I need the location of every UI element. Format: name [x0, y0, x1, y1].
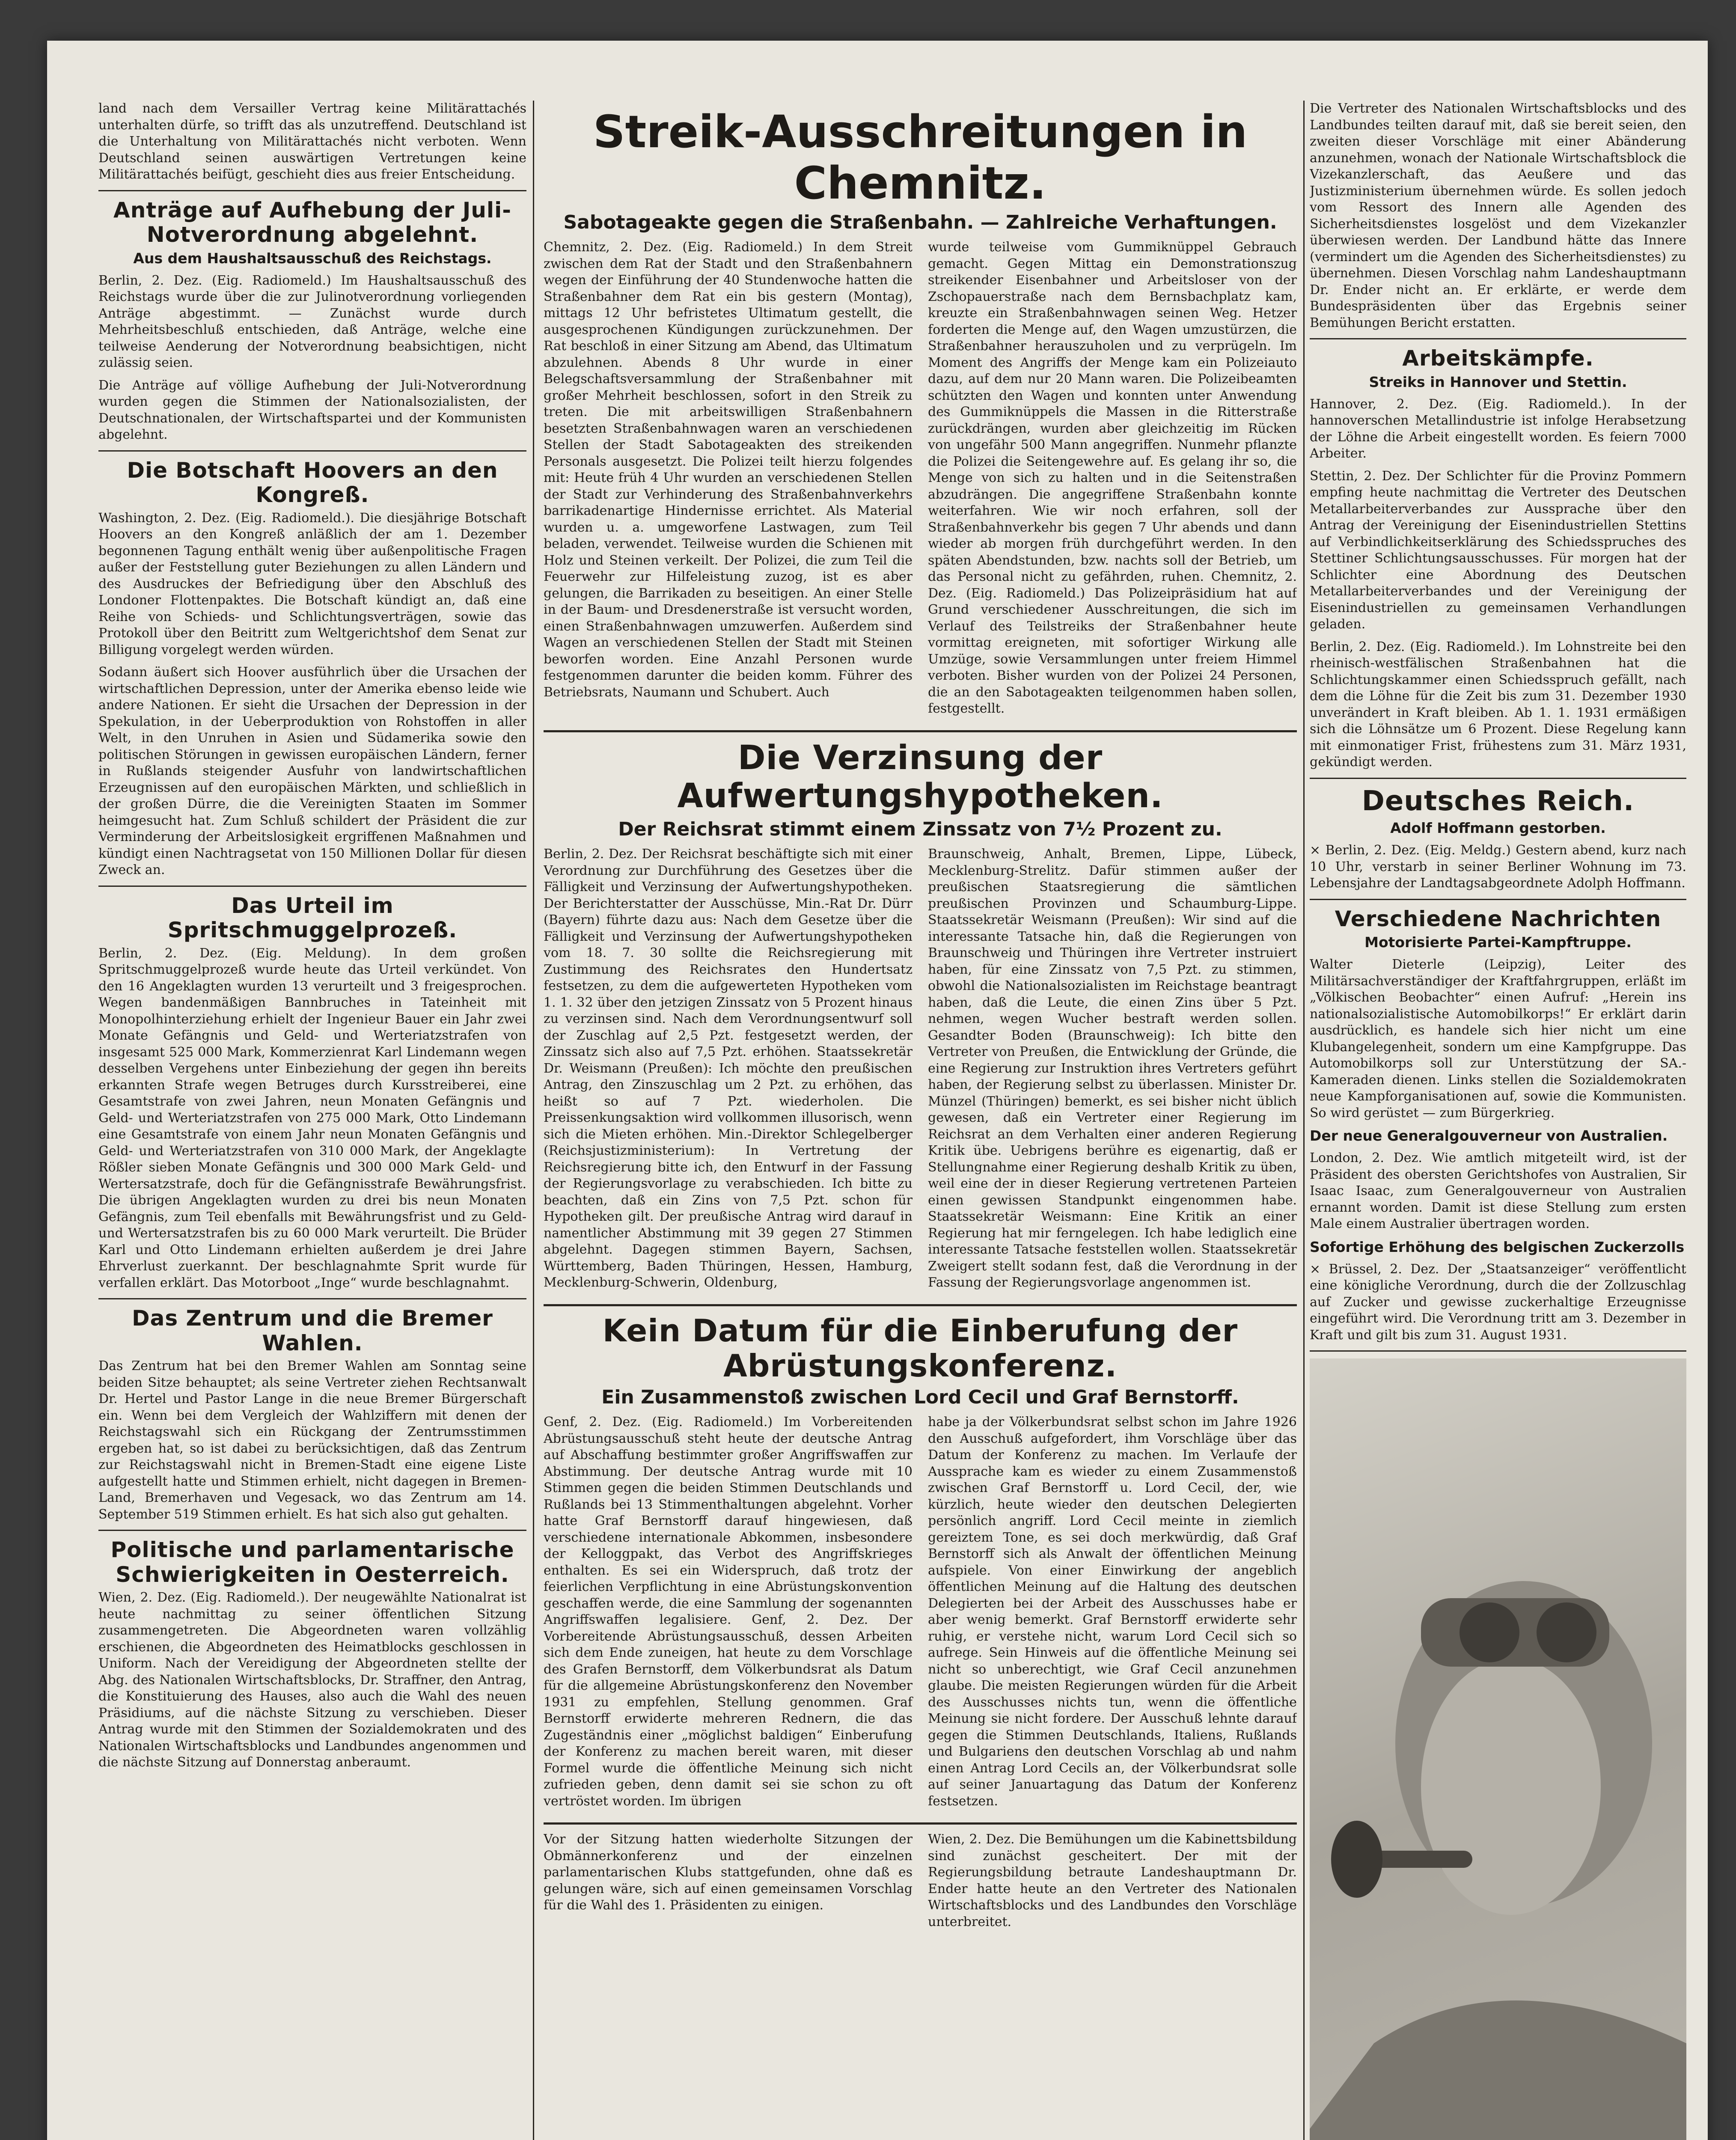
- article-column: Genf, 2. Dez. (Eig. Radiomeld.) Im Vorbereitenden Abrüstungsausschuß steht heute der deutsche Antrag auf Abschaffung bestimmter großer Angriffswaffen zur Abstimmung. Der deutsche Antrag wurde mit 10 Stimmen gegen die beiden Stimmen Deutschlands und Rußlands bei 13 Stimmenthaltungen abgelehnt. Vorher hatte Graf Bernstorff darauf hingewiesen, daß verschiedene internationale Abkommen, insbesondere der Kelloggpakt, das Verbot des Angriffskrieges enthalten. Es sei ein Widerspruch, daß trotz der feierlichen Verpflichtung in eine Abrüstungskonvention geschaffen werde, die eine Sammlung der sogenannten Angriffswaffen legalisiere. Genf, 2. Dez. Der Vorbereitende Abrüstungsausschuß, dessen Arbeiten sich dem Ende zuneigen, hat heute zu dem Vorschlage des Grafen Bernstorff, dem Völkerbundsrat als Datum für die allgemeine Abrüstungskonferenz den November 1931 zu empfehlen, Stellung genommen. Graf Bernstorff erwiderte mehreren Rednern, die das Zugeständnis einer „möglichst baldigen“ Einberufung der Konferenz zu machen bereit waren, mit dieser Formel wurde die öffentliche Meinung sich nicht zufrieden geben, denn damit sei sie schon zu oft vertröstet worden. Im übrigen: [544, 1415, 913, 1809]
- headline-deutsches-reich: Deutsches Reich.: [1361, 785, 1635, 817]
- article-paragraph: Stettin, 2. Dez. Der Schlichter für die Provinz Pommern empfing heute nachmittag die Vertreter des Deutschen Metallarbeiterverbandes zur Aussprache über den Antrag der Vereinigung der Eisenindustriellen Stettins auf Verbindlichkeitserklärung des Schiedsspruches des Stettiner Schlichtungsausschusses. Für morgen hat der Schlichter eine Abordnung des Deutschen Metallarbeiterverbandes und der Vereinigung der Eisenindustriellen zu gemeinsamen Verhandlungen geladen.: [1310, 468, 1686, 632]
- article-abruestung: [544, 1414, 1297, 1816]
- divider: [1310, 1350, 1686, 1352]
- newspaper-page: [47, 41, 1708, 2140]
- article-bottom: [544, 1831, 1297, 1936]
- left-column: [98, 101, 526, 2140]
- article-paragraph: Walter Dieterle (Leipzig), Leiter des Militärsachverständiger der Kraftfahrgruppen, erläßt im „Völkischen Beobachter“ einen Aufruf: „Herein ins nationalsozialistische Automobilkorps!“ Er erklärt darin ausdrücklich, es handele sich hier nicht um eine Klubangelegenheit, sondern um eine Kampfgruppe. Das Automobilkorps soll zur Unterstützung der SA.-Kameraden dienen. Links stellen die Sozialdemokraten neue Kampforganisationen auf, sowie die Kommunisten. So wird gerüstet — zum Bürgerkrieg.: [1310, 957, 1686, 1121]
- article-paragraph: Berlin, 2. Dez. (Eig. Meldung). In dem großen Spritschmuggelprozeß wurde heute das Urteil verkündet. Von den 16 Angeklagten wurden 13 verurteilt und 3 freigesprochen. Wegen bandenmäßigen Bannbruches in Tateinheit mit Monopolhinterziehung erhielt der Ingenieur Bauer ein Jahr zwei Monate Gefängnis und Geld- und Werteriatzstrafen von insgesamt 525 000 Mark, Kommerzienrat Karl Lindemann wegen desselben Vergehens unter Einbeziehung der gegen ihn bereits erkannten Strafe wegen Betruges durch Kursstreiberei, eine Gesamtstrafe von zwei Jahren, neun Monaten Gefängnis und Geld- und Werteriatzstrafen von 275 000 Mark, Otto Lindemann eine Gesamtstrafe von einem Jahr neun Monaten Gefängnis und Geld- und Werteriatzstrafen von 310 000 Mark, der Angeklagte Rößler sieben Monate Gefängnis und 300 000 Mark Geld- und Wertersatzstrafe, doch für die Gefängnisstrafe Bewährungsfrist. Die übrigen Angeklagten wurden zu drei bis neun Monaten Gefängnis, zum Teil ebenfalls mit Bewährungsfrist und zu Geld- und Wertersatzstrafen bis zu 60 000 Mark verurteilt. Die Brüder Karl und Otto Lindemann erhielten außerdem je drei Jahre Ehrverlust zuerkannt. Der beschlagnahmte Sprit wurde für verfallen erklärt. Das Motorboot „Inge“ wurde beschlagnahmt.: [98, 945, 526, 1290]
- headline-juli-notverordnung: Anträge auf Aufhebung der Juli-Notverordnung abgelehnt.: [113, 197, 511, 247]
- divider: [98, 1298, 526, 1299]
- subheadline: Sofortige Erhöhung des belgischen Zuckerzolls: [1310, 1238, 1685, 1255]
- right-column: [1310, 101, 1686, 2140]
- article-paragraph: Wien, 2. Dez. (Eig. Radiomeld.). Der neugewählte Nationalrat ist heute nachmittag zu seiner öffentlichen Sitzung zusammengetreten. Die Abgeordneten waren vollzählig erschienen, die Abgeordneten des Heimatblocks geschlossen in Uniform. Nach der Vereidigung der Abgeordneten stellte der Abg. des Nationalen Wirtschaftsblocks, Dr. Straffner, den Antrag, die Konstituierung des Hauses, also auch die Wahl des neuen Präsidiums, auf die nächste Sitzung zu verschieben. Dieser Antrag wurde mit den Stimmen der Sozialdemokraten und des Nationalen Wirtschaftsblocks und Landbundes angenommen und die nächste Sitzung auf Donnerstag anberaumt.: [98, 1590, 526, 1770]
- article-aufwertung: [544, 846, 1297, 1297]
- divider: [98, 1530, 526, 1531]
- article-column: Vor der Sitzung hatten wiederholte Sitzungen der Obmännerkonferenz und der einzelnen parlamentarischen Klubs stattgefunden, ohne daß es gelungen wäre, sich auf einen gemeinsamen Vorschlag für die Wahl des 1. Präsidenten zu einigen.: [544, 1832, 913, 1913]
- divider: [544, 1822, 1297, 1825]
- subheadline: Aus dem Haushaltsausschuß des Reichstags.: [133, 250, 492, 267]
- article-paragraph: Berlin, 2. Dez. (Eig. Radiomeld.). Im Lohnstreite bei den rheinisch-westfälischen Straßenbahnen hat die Schlichtungskammer einen Schiedsspruch gefällt, nach dem die Löhne für die Zeit bis zum 31. Dezember 1930 unverändert in Kraft bleiben. Ab 1. 1. 1931 ermäßigen sich die Löhnsätze um 6 Prozent. Diese Regelung kann mit einmonatiger Frist, frühestens zum 31. März 1931, gekündigt werden.: [1310, 639, 1686, 770]
- subheadline: Motorisierte Partei-Kampftruppe.: [1364, 934, 1632, 951]
- center-column: [544, 101, 1297, 2140]
- article-paragraph: Die Anträge auf völlige Aufhebung der Juli-Notverordnung wurden gegen die Stimmen der Nationalsozialisten, der Deutschnationalen, der Wirtschaftspartei und der Kommunisten abgelehnt.: [98, 377, 526, 442]
- article-column: Wien, 2. Dez. Die Bemühungen um die Kabinettsbildung sind zunächst gescheitert. Der mit der Regierungsbildung betraute Landeshauptmann Dr. Ender hatte heute an den Vertreter des Nationalen Wirtschaftsblocks und des Landbundes den Vorschläge unterbreitet.: [928, 1832, 1297, 1929]
- article-column: habe ja der Völkerbundsrat selbst schon im Jahre 1926 den Ausschuß aufgefordert, ihm Vorschläge über das Datum der Konferenz zu machen. Im Verlaufe der Aussprache kam es wieder zu einem Zusammenstoß zwischen Graf Bernstorff u. Lord Cecil, der, wie kürzlich, heute wieder den deutschen Delegierten persönlich angriff. Lord Cecil meinte in ziemlich gereiztem Tone, es sei doch merkwürdig, daß Graf Bernstorff sich als Anwalt der öffentlichen Meinung aufspiele. Von einer Einwirkung der angeblich öffentlichen Meinung auf die Haltung des deutschen Delegierten bei der Arbeit des Ausschusses habe er aber wenig bemerkt. Graf Bernstorff erwiderte sehr ruhig, er verstehe nicht, warum Lord Cecil sich so aufrege. Sein Hinweis auf die öffentliche Meinung sei nicht so unberechtigt, wie Graf Cecil anzunehmen glaube. Die meisten Regierungen würden für die Arbeit des Ausschusses nichts tun, wenn die öffentliche Meinung sie nicht fordere. Der Ausschuß lehnte darauf gegen die Stimmen Deutschlands, Italiens, Rußlands und Bulgariens den deutschen Vorschlag ab und nahm einen Antrag Lord Cecils an, der Völkerbundsrat solle auf seiner Januartagung das Datum der Konferenz festsetzen.: [928, 1415, 1297, 1809]
- divider: [1310, 338, 1686, 339]
- headline-abruestung: Kein Datum für die Einberufung der Abrüstungskonferenz.: [602, 1312, 1238, 1384]
- article-paragraph: Hannover, 2. Dez. (Eig. Radiomeld.). In der hannoverschen Metallindustrie ist infolge Herabsetzung der Löhne die Arbeit eingestellt worden. Es feiern 7000 Arbeiter.: [1310, 396, 1686, 461]
- headline-arbeitskaempfe: Arbeitskämpfe.: [1402, 346, 1594, 371]
- intro-paragraph: land nach dem Versailler Vertrag keine Militärattachés unterhalten dürfe, so trifft das als unzutreffend. Deutschland ist die Unterhaltung von Militärattachés nicht verboten. Wenn Deutschland seinen auswärtigen Vertretungen keine Militärattachés beifügt, geschieht dies aus freier Entscheidung.: [98, 101, 526, 182]
- subheadline: Adolf Hoffmann gestorben.: [1390, 820, 1606, 837]
- article-column: wurde teilweise vom Gummiknüppel Gebrauch gemacht. Gegen Mittag ein Demonstrationszug streikender Eisenbahner und Arbeitsloser von der Zschopauerstraße nach dem Bernsbachplatz kam, kreuzte ein Straßenbahnwagen seinen Weg. Hetzer forderten die Menge auf, den Wagen umzustürzen, die Straßenbahner herauszuholen und zu verprügeln. Im Moment des Angriffs der Menge kam ein Polizeiauto dazu, auf dem nur 20 Mann waren. Die Polizeibeamten schützten den Wagen und konnten unter Anwendung des Gummiknüppels die Massen in die Ritterstraße zurückdrängen, wurden aber gleichzeitig im Rücken von ungefähr 500 Mann angegriffen. Nunmehr pflanzte die Polizei die Seitengewehre auf. Es gelang ihr so, die Menge von sich zu halten und in die Seitenstraßen abzudrängen. Die angegriffene Straßenbahn konnte weiterfahren. Wie wir noch erfahren, soll der Straßenbahnverkehr bis gegen 7 Uhr abends und dann wieder ab morgen früh durchgeführt werden. In den späten Abendstunden, bzw. nachts soll der Betrieb, um das Personal nicht zu gefährden, ruhen. Chemnitz, 2. Dez. (Eig. Radiomeld.) Das Polizeipräsidium hat auf Grund verschiedener Ausschreitungen, die sich im Verlauf des Teilstreiks der Straßenbahner heute vormittag ereigneten, mit sofortiger Wirkung alle Umzüge, sowie Versammlungen unter freiem Himmel verboten. Bisher wurden von der Polizei 24 Personen, die an den Sabotageakten teilgenommen haben sollen, festgestellt.: [928, 240, 1297, 716]
- divider: [98, 190, 526, 191]
- headline-zentrum: Das Zentrum und die Bremer Wahlen.: [132, 1306, 493, 1355]
- headline-hoover: Die Botschaft Hoovers an den Kongreß.: [127, 458, 498, 507]
- column-rule: [533, 101, 534, 2140]
- pilot-illustration: [1310, 1358, 1686, 2140]
- article-column: Chemnitz, 2. Dez. (Eig. Radiomeld.) In dem Streit zwischen dem Rat der Stadt und den Straßenbahnern wegen der Einführung der 40 Stundenwoche hatten die Straßenbahner dem Rat ein bis gestern (Montag), mittags 12 Uhr befristetes Ultimatum gestellt, die ausgesprochenen Kündigungen zurückzunehmen. Der Rat beschloß in einer Sitzung am Abend, das Ultimatum abzulehnen. Abends 8 Uhr wurde in einer Belegschaftsversammlung der Straßenbahner mit großer Mehrheit beschlossen, sofort in den Streik zu treten. Die mit arbeitswilligen Straßenbahnern besetzten Straßenbahnwagen waren an verschiedenen Stellen der Stadt Sabotageakten des streikenden Personals ausgesetzt. Die Polizei teilt hierzu folgendes mit: Heute früh 4 Uhr wurden an verschiedenen Stellen der Stadt zur Verhinderung des Straßenbahnverkehrs barrikadenartige Hindernisse errichtet. Als Material wurden u. a. umgeworfene Lastwagen, zum Teil beladen, verwendet. Teilweise wurden die Schienen mit Holz und Steinen verkeilt. Der Polizei, die zum Teil die Feuerwehr zur Hilfeleistung zuzog, ist es aber gelungen, die Barrikaden zu beseitigen. An einer Stelle in der Baum- und Dresdenerstraße ist versucht worden, einen Straßenbahnwagen umzuwerfen. Außerdem sind Wagen an verschiedenen Stellen der Stadt mit Steinen beworfen worden. Eine Anzahl Personen wurde festgenommen darunter die beiden komm. Führer des Betriebsrats, Naumann und Schubert. Auch: [544, 240, 913, 700]
- headline-oesterreich: Politische und parlamentarische Schwierigkeiten in Oesterreich.: [110, 1537, 514, 1587]
- subheadline: Ein Zusammenstoß zwischen Lord Cecil und Graf Bernstorff.: [601, 1386, 1239, 1409]
- divider: [544, 730, 1297, 732]
- article-column: Berlin, 2. Dez. Der Reichsrat beschäftigte sich mit einer Verordnung zur Durchführung des Gesetzes über die Fälligkeit und Verzinsung der Aufwertungshypotheken. Der Berichterstatter der Ausschüsse, Min.-Rat Dr. Dürr (Bayern) führte dazu aus: Nach dem Gesetze über die Fälligkeit und Verzinsung der Aufwertungshypotheken vom 18. 7. 30 sollte die Reichsregierung mit Zustimmung des Reichsrates den Hundertsatz festsetzen, zu dem die aufgewerteten Hypotheken vom 1. 1. 32 über den jetzigen Zinssatz von 5 Prozent hinaus zu verzinsen sind. Nach dem Verordnungsentwurf soll der Zuschlag auf 2,5 Pzt. festgesetzt werden, der Zinssatz sich also auf 7,5 Pzt. erhöhen. Staatssekretär Dr. Weismann (Preußen): Ich möchte den preußischen Antrag, den Zinszuschlag um 2 Pzt. zu erhöhen, das heißt so auf 7 Pzt. wiederholen. Die Preissenkungsaktion wird vollkommen illusorisch, wenn sich die Mieten erhöhen. Min.-Direktor Schlegelberger (Reichsjustizministerium): In Vertretung der Reichsregierung bitte ich, den Entwurf in der Fassung der Regierungsvorlage zu verabschieden. Ich bitte zu beachten, daß ein Zins von 7,5 Pzt. schon für Hypotheken gilt. Der preußische Antrag wird darauf in namentlicher Abstimmung mit 39 gegen 27 Stimmen abgelehnt. Dagegen stimmen Bayern, Sachsen, Württemberg, Baden Thüringen, Hessen, Hamburg, Mecklenburg-Schwerin, Oldenburg,: [544, 847, 913, 1290]
- headline-spritschmuggel: Das Urteil im Spritschmuggelprozeß.: [167, 893, 458, 942]
- article-paragraph: Das Zentrum hat bei den Bremer Wahlen am Sonntag seine beiden Sitze behauptet; als seine Vertreter ziehen Rechtsanwalt Dr. Hertel und Pastor Lange in die neue Bremer Bürgerschaft ein. Wenn bei dem Vergleich der Wahlziffern mit denen der Reichstagswahl sich ein Rückgang der Zentrumsstimmen ergeben hat, so ist dabei zu berücksichtigen, daß das Zentrum zur Reichstagswahl nicht in Bremen-Stadt eine eigene Liste aufgestellt hatte und Stimmen erhielt, nicht dagegen in Bremen-Land, Bremerhaven und Vegesack, wo das Zentrum am 14. September 519 Stimmen erhielt. Es hat sich also gut gehalten.: [98, 1358, 526, 1522]
- article-paragraph: Berlin, 2. Dez. (Eig. Radiomeld.) Im Haushaltsausschuß des Reichstags wurde über die zur Julinotverordnung vorliegenden Anträge abgestimmt. — Zunächst wurde durch Mehrheitsbeschluß entschieden, daß Anträge, welche eine teilweise Aenderung der Notverordnung beabsichtigen, nicht zulässig seien.: [98, 273, 526, 370]
- divider: [1310, 899, 1686, 900]
- subheadline: Streiks in Hannover und Stettin.: [1369, 373, 1627, 390]
- lead-headline: Streik-Ausschreitungen in Chemnitz.: [593, 106, 1248, 209]
- article-paragraph: × Berlin, 2. Dez. (Eig. Meldg.) Gestern abend, kurz nach 10 Uhr, verstarb in seiner Berliner Wohnung im 73. Lebensjahre der Landtagsabgeordnete Adolph Hoffmann.: [1310, 843, 1686, 891]
- headline-nachrichten: Verschiedene Nachrichten: [1335, 906, 1662, 931]
- article-paragraph: London, 2. Dez. Wie amtlich mitgeteilt wird, ist der Präsident des obersten Gerichtshofes von Australien, Sir Isaac Isaac, zum Generalgouverneur von Australien ernannt worden. Damit ist diese Stellung zum ersten Male einem Australier übertragen worden.: [1310, 1150, 1686, 1232]
- headline-aufwertung: Die Verzinsung der Aufwertungshypotheken.: [677, 738, 1163, 816]
- article-paragraph: Sodann äußert sich Hoover ausführlich über die Ursachen der wirtschaftlichen Depression, unter der Amerika ebenso leide wie andere Nationen. Er sieht die Ursachen der Depression in der Spekulation, in der Ueberproduktion von Rohstoffen in aller Welt, in den Unruhen in Asien und Südamerika sowie den politischen Störungen in gewissen europäischen Ländern, ferner in Rußlands steigender Ausfuhr von landwirtschaftlichen Erzeugnissen auf den europäischen Märkten, und schließlich in der großen Dürre, die die Vereinigten Staaten im Sommer heimgesucht hat. Zum Schluß schildert der Präsident die zur Verminderung der Arbeitslosigkeit ergriffenen Maßnahmen und kündigt einen Nachtragsetat von 150 Millionen Dollar für diesen Zweck an.: [98, 665, 526, 877]
- lead-subheadline: Sabotageakte gegen die Straßenbahn. — Zahlreiche Verhaftungen.: [563, 211, 1277, 234]
- divider: [544, 1304, 1297, 1306]
- divider: [98, 450, 526, 452]
- article-paragraph: Washington, 2. Dez. (Eig. Radiomeld.). Die diesjährige Botschaft Hoovers an den Kongreß anläßlich der am 1. Dezember begonnenen Tagung enthält wenig über außenpolitische Fragen außer der Feststellung guter Beziehungen zu allen Ländern und des Ausdruckes der Befriedigung über den Abschluß des Londoner Flottenpaktes. Die Botschaft kündigt an, daß eine Reihe von Schieds- und Schlichtungsverträgen, sowie das Protokoll über den Beitritt zum Weltgerichtshof dem Senat zur Billigung vorgelegt werden würden.: [98, 510, 526, 657]
- intro-paragraph: Die Vertreter des Nationalen Wirtschaftsblocks und des Landbundes teilten darauf mit, daß sie bereit seien, den zweiten dieser Vorschläge mit einer Abänderung anzunehmen, wonach der Nationale Wirtschaftsblock die Vizekanzlerschaft, das Aeußere und das Justizministerium übernehmen würde. Es sollen jedoch vom Ressort des Innern alle Agenden des Sicherheitsdienstes losgelöst und dem Vizekanzler überwiesen werden. Der Landbund hätte das Innere (vermindert um die Agenden des Sicherheitsdienstes) zu übernehmen. Diesen Vorschlag nahm Landeshauptmann Dr. Ender nicht an. Er erklärte, er werde dem Bundespräsidenten über das Ergebnis seiner Bemühungen Bericht erstatten.: [1310, 101, 1686, 330]
- pilot-photo: [1310, 1358, 1686, 2140]
- lead-article: [544, 239, 1297, 723]
- column-rule: [1303, 101, 1305, 2140]
- subheadline: Der neue Generalgouverneur von Australien.: [1310, 1127, 1668, 1144]
- subheadline: Der Reichsrat stimmt einem Zinssatz von 7½ Prozent zu.: [618, 818, 1222, 841]
- article-paragraph: × Brüssel, 2. Dez. Der „Staatsanzeiger“ veröffentlicht eine königliche Verordnung, durch die der Zollzuschlag auf Zucker und gewisse zuckerhaltige Erzeugnisse eingeführt wird. Die Verordnung tritt am 3. Dezember in Kraft und gilt bis zum 31. August 1931.: [1310, 1261, 1686, 1343]
- divider: [98, 886, 526, 887]
- article-column: Braunschweig, Anhalt, Bremen, Lippe, Lübeck, Mecklenburg-Strelitz. Dafür stimmen außer der preußischen Staatsregierung die sämtlichen preußischen Provinzen und Schaumburg-Lippe. Staatssekretär Weismann (Preußen): Wir sind auf die interessante Tatsache hin, daß die Regierungen von Braunschweig und Thüringen ihre Vertreter instruiert haben, für eine Zinssatz von 7,5 Pzt. zu stimmen, obwohl die Nationalsozialisten im Reichstage beantragt haben, daß die Leute, die einen Zins über 5 Pzt. nehmen, wegen Wucher bestraft werden sollen. Gesandter Boden (Braunschweig): Ich bitte den Vertreter von Preußen, die Entwicklung der Gründe, die eine Regierung zur Instruktion ihres Vertreters geführt haben, der Regierung selbst zu überlassen. Minister Dr. Münzel (Thüringen) bemerkt, es sei bisher nicht üblich gewesen, daß ein Vertreter einer Regierung im Reichsrat an dem Verhalten einer anderen Regierung Kritik übe. Uebrigens berühre es eigenartig, daß er Stellungnahme einer Regierung deshalb Kritik zu üben, weil eine der in dieser Regierung vertretenen Parteien einen gewissen Standpunkt eingenommen habe. Staatssekretär Weismann: Eine Kritik an einer Regierung hat mir ferngelegen. Ich habe lediglich eine interessante Tatsache feststellen wollen. Staatssekretär Zweigert stellt sodann fest, daß die Verordnung in der Fassung der Regierungsvorlage angenommen ist.: [928, 847, 1297, 1290]
- divider: [1310, 778, 1686, 779]
